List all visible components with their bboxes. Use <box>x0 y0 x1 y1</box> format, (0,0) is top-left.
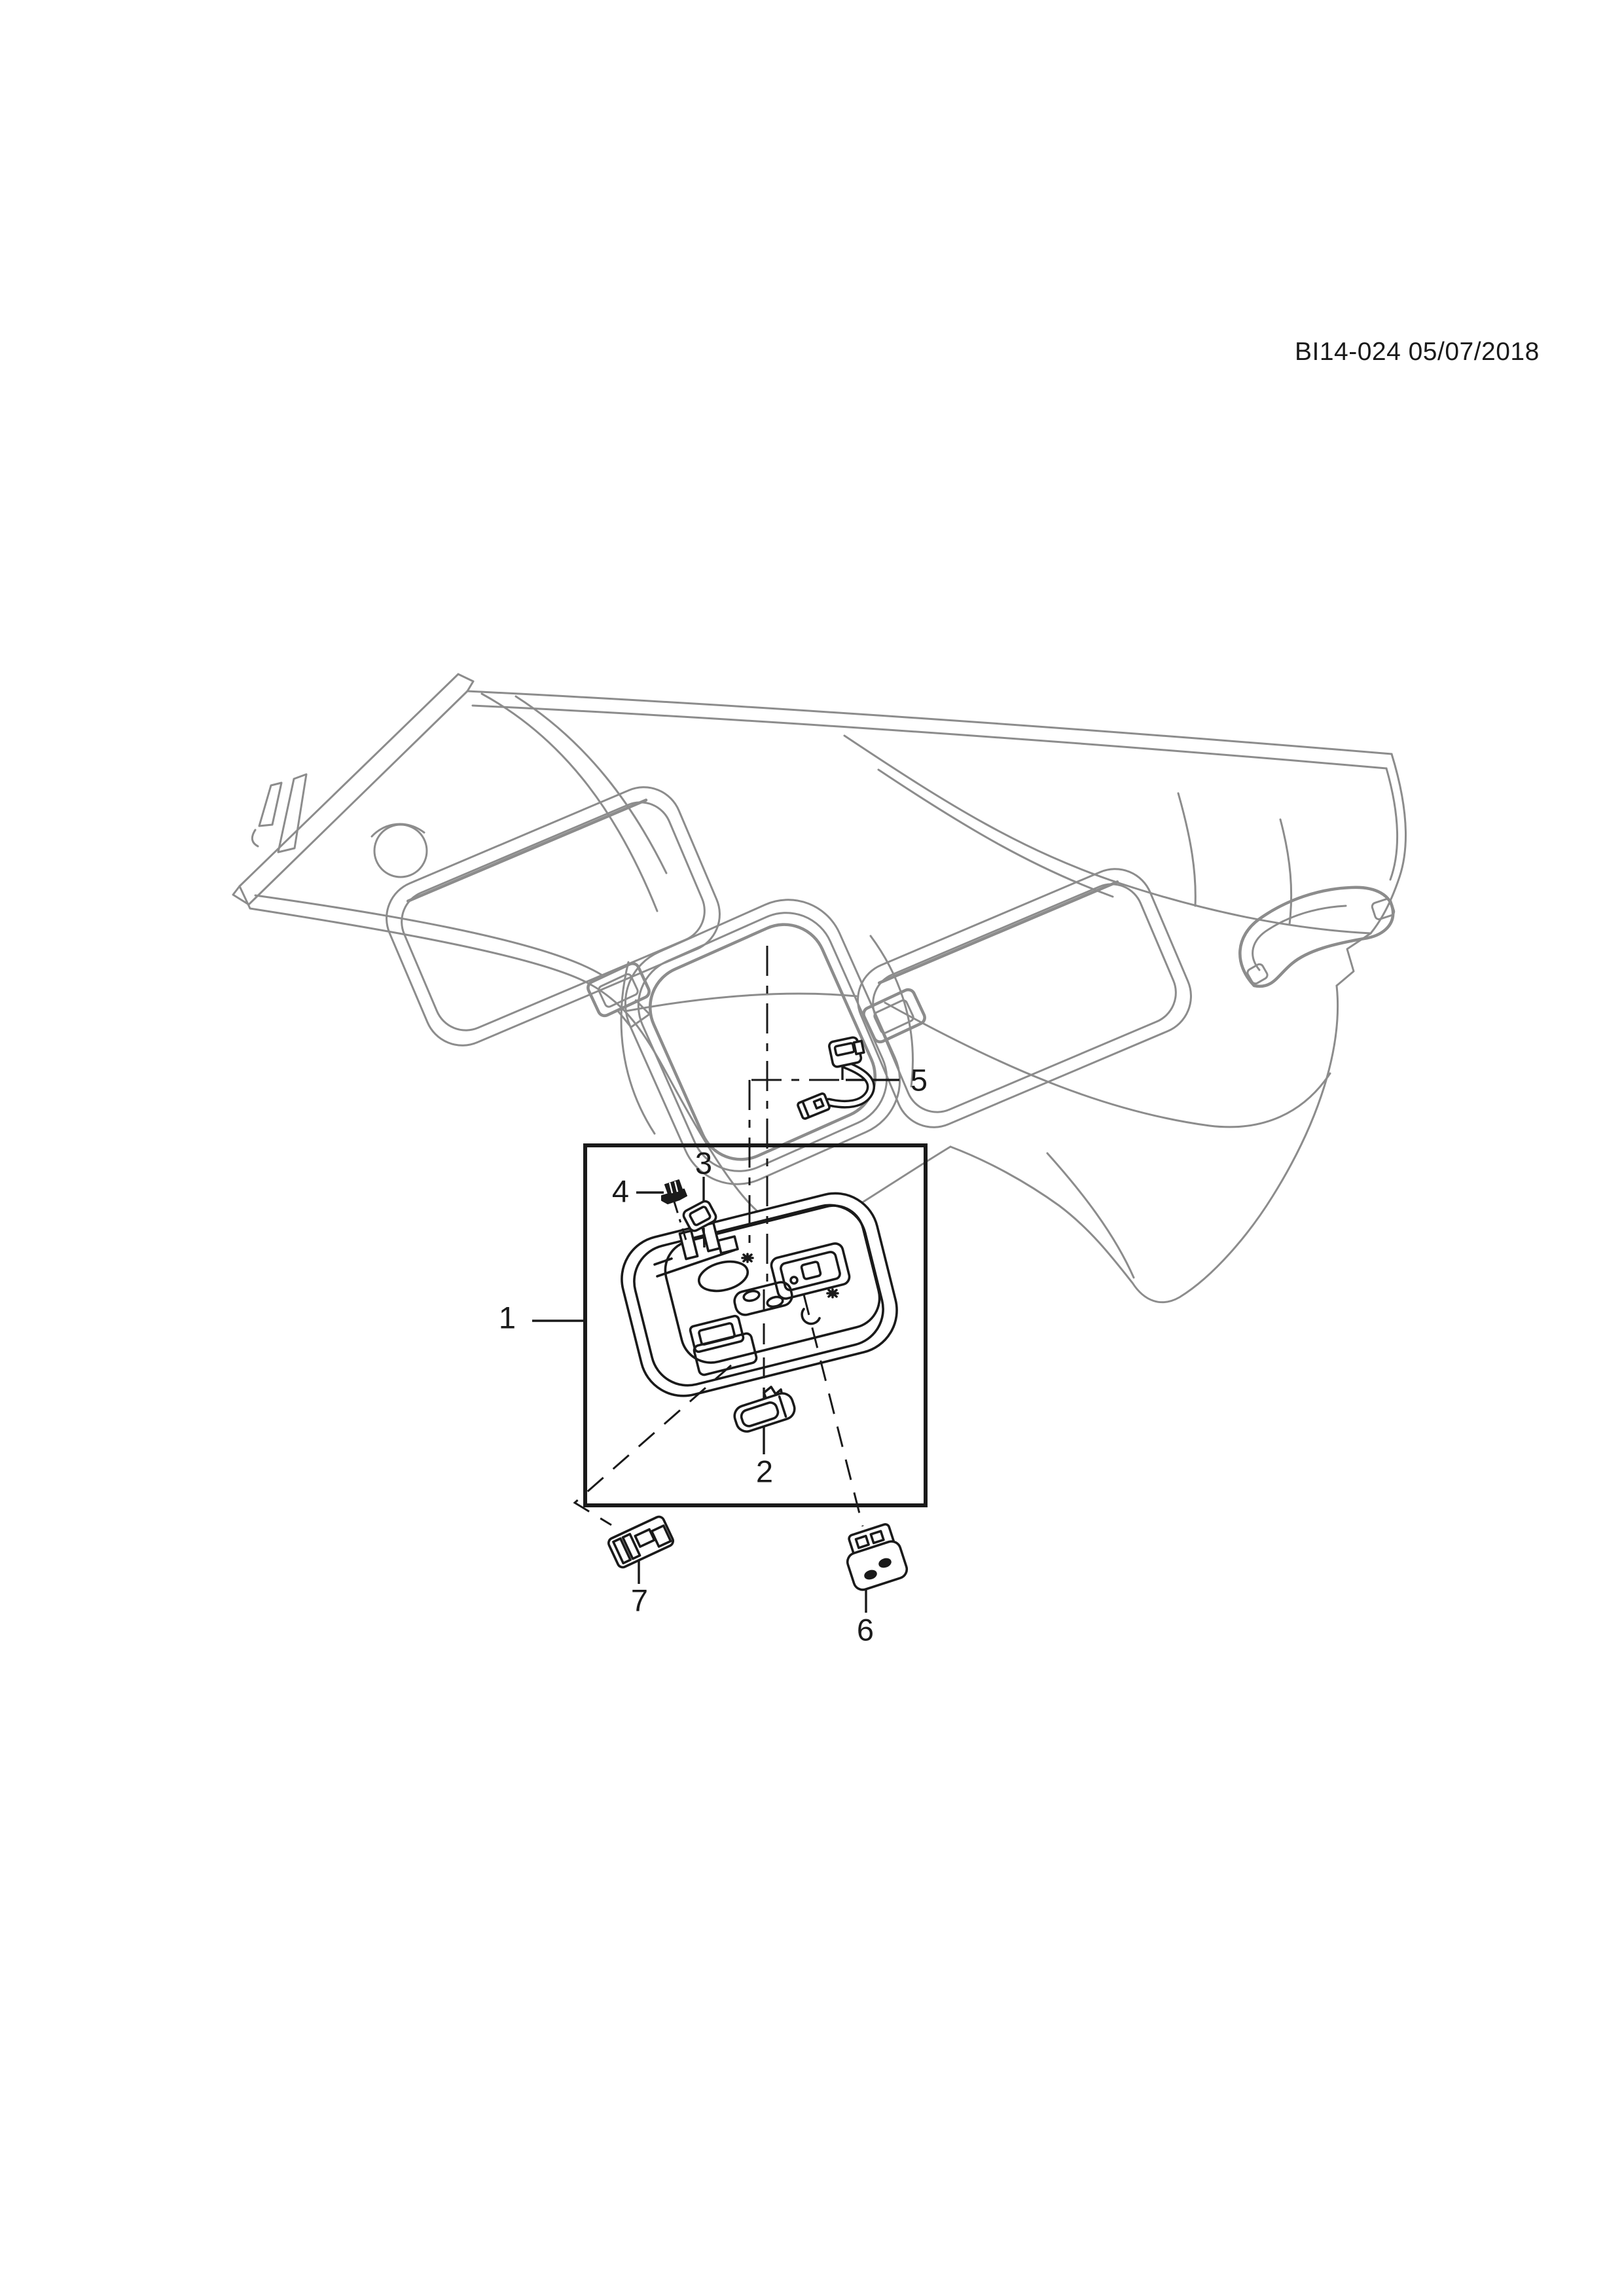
document-id: BI14-024 05/07/2018 <box>1295 338 1540 366</box>
callout-label-2: 2 <box>755 1454 774 1489</box>
part-6-switch <box>845 1523 909 1592</box>
callout-label-1: 1 <box>498 1300 516 1335</box>
callout-label-6: 6 <box>856 1612 875 1647</box>
part-5-wire <box>797 1036 871 1120</box>
console-assembly <box>613 1184 906 1405</box>
callout-label-4: 4 <box>611 1174 630 1209</box>
callout-label-5: 5 <box>910 1062 928 1098</box>
console-opening <box>607 882 918 1202</box>
pillar-bracket <box>252 774 306 852</box>
grab-handle <box>1240 888 1395 986</box>
part-7-switch <box>607 1515 675 1569</box>
part-4-fastener <box>662 1180 687 1204</box>
part-2-lamp <box>732 1387 797 1434</box>
callout-label-3: 3 <box>695 1145 713 1181</box>
callout-label-7: 7 <box>630 1583 649 1618</box>
sun-visor-right <box>846 857 1203 1139</box>
sun-visor-left <box>375 776 732 1058</box>
